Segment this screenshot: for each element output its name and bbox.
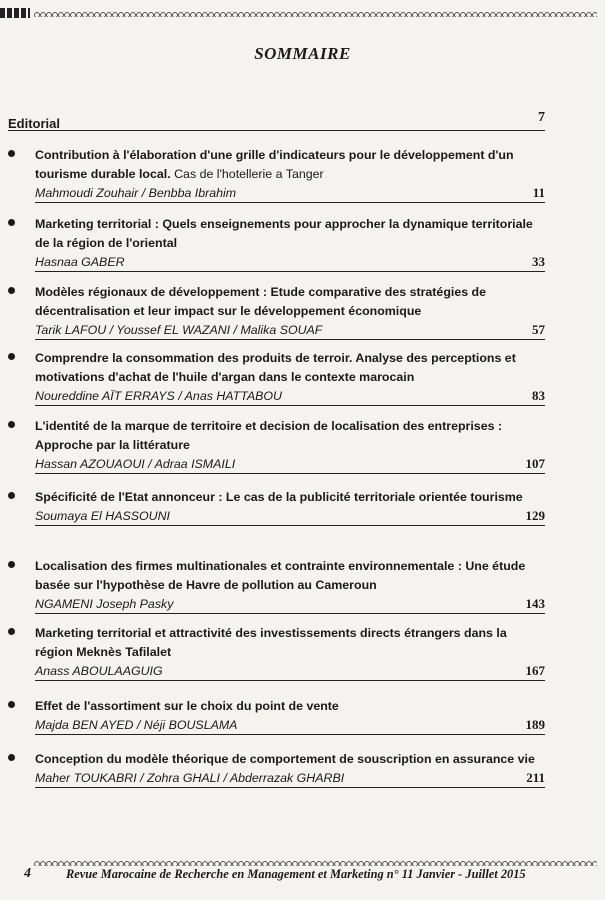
entry-page: 189 [525, 717, 545, 732]
entry-page: 107 [525, 456, 545, 471]
bullet-icon [8, 421, 15, 428]
entry-title: Comprendre la consommation des produits de terroir. Analyse des perceptions et motivations d'achat de l'huile d'argan dans le contexte marocain [35, 351, 516, 384]
bullet-icon [8, 219, 15, 226]
entry-title: Effet de l'assortiment sur le choix du point de vente [35, 699, 339, 713]
toc-entry[interactable] [8, 146, 545, 203]
toc-entry[interactable] [8, 349, 545, 406]
entry-page: 33 [532, 254, 545, 269]
entry-authors: Soumaya El HASSOUNI [35, 509, 170, 523]
toc-entry[interactable] [8, 417, 545, 474]
corner-mark [0, 8, 30, 18]
toc-entry[interactable] [8, 697, 545, 735]
entry-title: Modèles régionaux de développement : Etude comparative des stratégies de décentralisation et leur impact sur le développement économique [35, 285, 487, 318]
entry-title: Contribution à l'élaboration d'une grille d'indicateurs pour le développement d'un tourisme durable local. Cas de l'hotellerie a Tanger [35, 148, 514, 181]
top-border [34, 9, 597, 17]
bullet-icon [8, 701, 15, 708]
entry-page: 11 [532, 185, 545, 200]
bullet-icon [8, 754, 15, 761]
page-footer [24, 866, 575, 886]
entry-page: 143 [525, 596, 545, 611]
bottom-border [34, 858, 597, 866]
bullet-icon [8, 353, 15, 360]
entry-title: Marketing territorial et attractivité des investissements directs étrangers dans la région Meknès Tafilalet [35, 626, 507, 659]
entry-page: 83 [532, 388, 545, 403]
toc-entry[interactable] [8, 557, 545, 614]
entry-title: Localisation des firmes multinationales et contrainte environnementale : Une étude basée sur l'hypothèse de Havre de pollution au Cameroun [35, 559, 526, 592]
toc-entry[interactable] [8, 283, 545, 340]
entry-page: 167 [525, 663, 545, 678]
entry-title: Conception du modèle théorique de comportement de souscription en assurance vie [35, 752, 535, 766]
entry-authors: Maher TOUKABRI / Zohra GHALI / Abderrazak GHARBI [35, 771, 345, 785]
entry-authors: Noureddine AÏT ERRAYS / Anas HATTABOU [35, 389, 282, 403]
toc-entry[interactable] [8, 215, 545, 272]
entry-authors: Majda BEN AYED / Néji BOUSLAMA [35, 718, 238, 732]
entry-authors: NGAMENI Joseph Pasky [35, 597, 174, 611]
entry-title: Marketing territorial : Quels enseignements pour approcher la dynamique territoriale de la région de l'oriental [35, 217, 533, 250]
page-title: SOMMAIRE [254, 44, 351, 63]
entry-title: Spécificité de l'Etat annonceur : Le cas de la publicité territoriale orientée tourisme [35, 490, 523, 504]
entry-page: 129 [525, 508, 545, 523]
bullet-icon [8, 150, 15, 157]
page-number: 4 [24, 866, 31, 881]
bullet-icon [8, 492, 15, 499]
toc-entry[interactable] [8, 624, 545, 681]
journal-name: Revue Marocaine de Recherche en Management et Marketing n° 11 Janvier - Juillet 2015 [66, 867, 526, 881]
editorial-label: Editorial [8, 116, 61, 131]
entry-authors: Mahmoudi Zouhair / Benbba Ibrahim [35, 186, 237, 200]
editorial-page: 7 [538, 110, 545, 125]
entry-authors: Anass ABOULAAGUIG [35, 664, 163, 678]
entry-authors: Hasnaa GABER [35, 255, 125, 269]
entry-page: 211 [526, 770, 545, 785]
entry-authors: Hassan AZOUAOUI / Adraa ISMAILI [35, 457, 236, 471]
entry-page: 57 [532, 322, 545, 337]
toc-entry[interactable] [8, 750, 545, 788]
bullet-icon [8, 561, 15, 568]
bullet-icon [8, 287, 15, 294]
entry-authors: Tarik LAFOU / Youssef EL WAZANI / Malika SOUAF [35, 323, 323, 337]
entry-title: L'identité de la marque de territoire et decision de localisation des entreprises : Approche par la littérature [35, 419, 503, 452]
editorial-row[interactable] [8, 110, 545, 131]
bullet-icon [8, 628, 15, 635]
toc-entry[interactable] [8, 488, 545, 526]
